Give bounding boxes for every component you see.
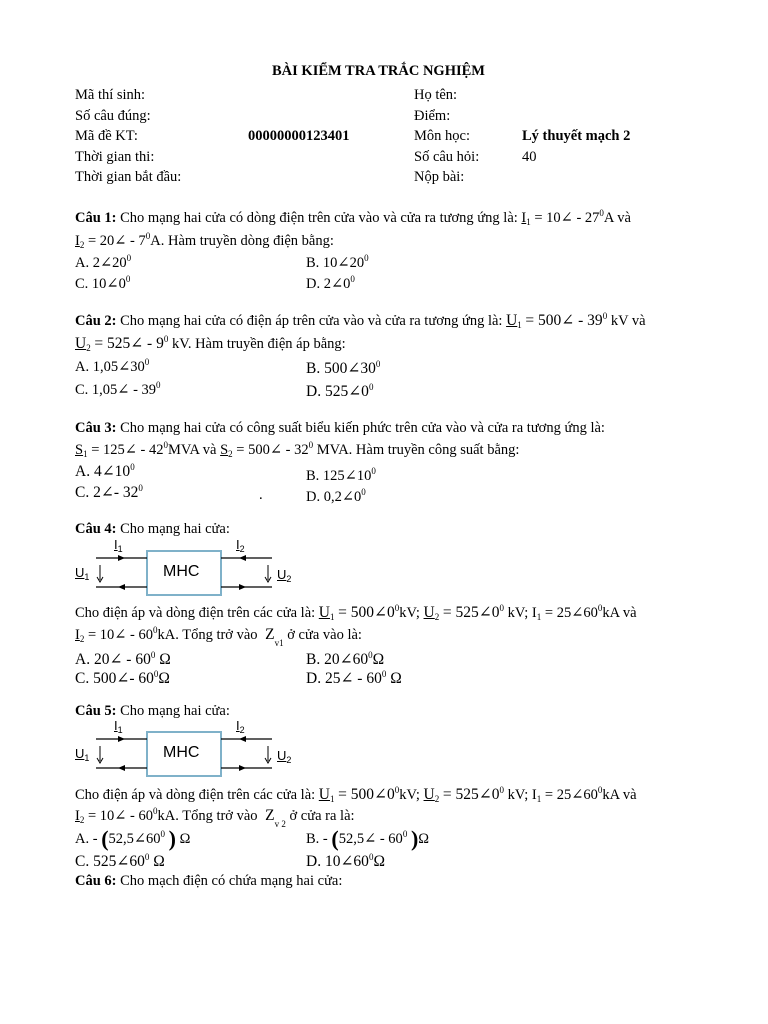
option-2c[interactable]: [75, 380, 161, 399]
option-3b[interactable]: [306, 466, 376, 485]
option-3d[interactable]: [306, 487, 366, 506]
arrow-i1: [118, 736, 125, 742]
var-s1: S: [75, 442, 84, 458]
sup: 0: [350, 274, 355, 284]
var-i2: I: [75, 808, 80, 824]
sup: 0: [153, 806, 158, 816]
sub: 2: [286, 755, 292, 765]
question-4-given-2: [75, 625, 362, 648]
eq-i1: = 10∠ - 27: [534, 210, 600, 226]
sup: 0: [375, 359, 381, 369]
option-text: C. 500∠- 60: [75, 670, 154, 687]
unit: A và: [603, 210, 631, 226]
option-1a[interactable]: [75, 253, 131, 272]
label-correct-count: Số câu đúng:: [75, 108, 151, 124]
sup: 0: [160, 829, 166, 839]
question-3-stem-2: [75, 440, 519, 459]
sup: 0: [597, 785, 603, 795]
sup: 0: [368, 650, 373, 660]
question-3-label: Câu 3:: [75, 420, 117, 436]
option-4d[interactable]: [306, 669, 402, 688]
sup: 0: [126, 253, 132, 263]
question-1-text: Cho mạng hai cửa có dòng điện trên cửa vào và cửa ra tương ứng là:: [120, 210, 518, 226]
unit: kA và: [602, 605, 637, 621]
sup: 0: [163, 440, 168, 450]
sym: U: [277, 567, 287, 582]
u2-label: [277, 748, 291, 765]
option-prefix: A. -: [75, 831, 98, 847]
sub: v1: [274, 638, 284, 648]
sup: 0: [144, 852, 150, 862]
label-submit: Nộp bài:: [414, 169, 465, 185]
unit: kV và: [610, 313, 646, 329]
eq-i1: = 25∠60: [544, 787, 598, 803]
var-u1: U: [506, 312, 518, 329]
sup: 0: [308, 440, 314, 450]
var-z: Z: [265, 626, 275, 643]
sub: 2: [86, 343, 91, 353]
unit: kV;: [507, 605, 529, 621]
sub: 1: [536, 612, 542, 622]
unit: Ω: [155, 651, 171, 668]
option-1c[interactable]: [75, 274, 130, 293]
sub: 1: [526, 217, 531, 227]
mhc-label: MHC: [163, 563, 200, 580]
sub: 1: [83, 449, 88, 459]
option-text: D. 0,2∠0: [306, 489, 362, 505]
option-text: C. 1,05∠ - 39: [75, 382, 157, 398]
sym: U: [75, 746, 85, 761]
question-6: [75, 873, 342, 890]
option-text: A. 1,05∠30: [75, 359, 145, 375]
sup: 0: [499, 785, 504, 795]
sub: 1: [536, 794, 542, 804]
option-3a[interactable]: [75, 462, 135, 481]
var-i2: I: [75, 627, 80, 643]
sub: 1: [517, 320, 522, 330]
option-5a[interactable]: [75, 826, 190, 852]
var-i1: I: [531, 787, 537, 803]
option-text: C. 2∠- 32: [75, 484, 139, 501]
var-u2: U: [75, 335, 87, 352]
question-5-text: Cho mạng hai cửa:: [120, 703, 230, 719]
eq-u2: = 525∠ - 9: [94, 335, 164, 352]
i1-label: [114, 537, 123, 554]
option-1d[interactable]: [306, 274, 355, 293]
sub: 2: [239, 544, 245, 554]
sup: 0: [599, 208, 604, 218]
sub: 1: [117, 725, 123, 735]
u1-label: [75, 746, 89, 763]
z-tail: ở cửa ra là:: [289, 808, 355, 824]
question-4-text: Cho mạng hai cửa:: [120, 521, 230, 537]
eq-u2: = 525∠0: [442, 604, 500, 621]
sup: 0: [364, 253, 369, 263]
option-text: D. 25∠ - 60: [306, 670, 382, 687]
unit: Ω: [373, 853, 385, 870]
given-text: Cho điện áp và dòng điện trên các cửa là:: [75, 605, 316, 621]
label-subject: Môn học:: [414, 128, 470, 144]
option-2a[interactable]: [75, 357, 149, 376]
option-text: B. 20∠60: [306, 651, 369, 668]
paren-close: ): [168, 826, 176, 851]
value-subject: Lý thuyết mạch 2: [522, 128, 631, 144]
sup: 0: [394, 603, 400, 613]
sup: 0: [597, 603, 603, 613]
arrow-i2: [239, 736, 246, 742]
option-text: A. 2∠20: [75, 255, 127, 271]
two-port-diagram-q5: [74, 718, 298, 780]
option-text: 52,5∠60: [108, 831, 161, 847]
unit: Ω: [158, 670, 170, 687]
option-text: A. 4∠10: [75, 463, 131, 480]
option-text: 52,5∠ - 60: [338, 831, 403, 847]
sup: 0: [368, 382, 374, 392]
option-5c[interactable]: [75, 852, 165, 871]
sub: 2: [79, 815, 85, 825]
option-text: B. 10∠20: [306, 255, 365, 271]
eq-i2: = 10∠ - 60: [87, 808, 153, 824]
value-exam-code: 00000000123401: [248, 128, 350, 144]
i2-label: [236, 718, 245, 735]
sym: I: [114, 718, 118, 733]
sym: I: [236, 537, 240, 552]
unit: kV. Hàm truyền điện áp bằng:: [171, 336, 346, 352]
paren-open: (: [331, 826, 339, 851]
sup: 0: [153, 625, 158, 635]
option-2b[interactable]: [306, 359, 380, 378]
option-text: C. 10∠0: [75, 276, 126, 292]
arrow-bottom-right: [239, 584, 246, 590]
option-text: C. 525∠60: [75, 853, 145, 870]
question-2-text: Cho mạng hai cửa có điện áp trên cửa vào và cửa ra tương ứng là:: [120, 313, 503, 329]
unit: A. Hàm truyền dòng điện bằng:: [150, 233, 334, 249]
sup: 0: [125, 274, 131, 284]
unit: Ω: [386, 670, 402, 687]
sub: 1: [117, 544, 123, 554]
unit: Ω: [372, 651, 385, 668]
var-u1: U: [318, 786, 330, 803]
eq-s1: = 125∠ - 42: [91, 442, 164, 458]
unit: Ω: [149, 853, 165, 870]
var-i1: I: [521, 210, 527, 226]
sym: U: [75, 565, 85, 580]
option-1b[interactable]: [306, 253, 369, 272]
sub: 2: [79, 240, 85, 250]
question-5-label: Câu 5:: [75, 703, 117, 719]
sup: 0: [602, 311, 608, 321]
question-1-label: Câu 1:: [75, 210, 117, 226]
sub: 1: [330, 612, 335, 622]
sub: v 2: [274, 819, 286, 829]
option-prefix: B. -: [306, 831, 328, 847]
sup: 0: [144, 357, 150, 367]
var-z: Z: [265, 807, 275, 824]
u1-label: [75, 565, 89, 582]
question-4-label: Câu 4:: [75, 521, 117, 537]
question-3-text: Cho mạng hai cửa có công suất biểu kiến phức trên cửa vào và cửa ra tương ứng là:: [120, 420, 605, 436]
question-1-stem-2: [75, 231, 334, 250]
question-2-stem: [75, 311, 646, 330]
option-5b[interactable]: [306, 826, 429, 852]
option-text: A. 20∠ - 60: [75, 651, 151, 668]
sup: 0: [138, 483, 143, 493]
sup: 0: [153, 669, 159, 679]
unit: kA. Tổng trở vào: [157, 627, 258, 643]
eq-u1: = 500∠0: [338, 786, 395, 803]
page-title: BÀI KIỂM TRA TRẮC NGHIỆM: [272, 63, 485, 79]
i2-label: [236, 537, 245, 554]
option-text: D. 525∠0: [306, 383, 369, 400]
question-5-given: [75, 785, 637, 804]
label-student-id: Mã thí sinh:: [75, 87, 146, 103]
var-i2: I: [75, 233, 80, 249]
eq-u1: = 500∠0: [338, 604, 395, 621]
label-start-time: Thời gian bắt đầu:: [75, 169, 182, 185]
two-port-diagram-q4: [74, 537, 298, 599]
var-u2: U: [423, 604, 435, 621]
sub: 1: [84, 572, 90, 582]
unit: kV;: [399, 605, 420, 621]
sub: 1: [330, 794, 335, 804]
given-text: Cho điện áp và dòng điện trên các cửa là:: [75, 787, 316, 803]
unit: MVA. Hàm truyền công suất bằng:: [316, 442, 520, 458]
question-1-stem: [75, 208, 631, 227]
eq-u1: = 500∠ - 39: [525, 312, 603, 329]
question-2-label: Câu 2:: [75, 313, 117, 329]
i1-label: [114, 718, 123, 735]
label-question-count: Số câu hỏi:: [414, 149, 480, 165]
sup: 0: [361, 487, 366, 497]
mhc-label: MHC: [163, 744, 200, 761]
eq-s2: = 500∠ - 32: [236, 442, 309, 458]
option-text: D. 2∠0: [306, 276, 351, 292]
var-i1: I: [531, 605, 537, 621]
var-u2: U: [423, 786, 435, 803]
option-text: D. 10∠60: [306, 853, 369, 870]
unit: kA và: [602, 787, 637, 803]
question-6-label: Câu 6:: [75, 873, 117, 889]
option-4b[interactable]: [306, 650, 384, 669]
sub: 2: [228, 449, 233, 459]
question-4-stem: [75, 521, 230, 538]
stray-dot: .: [259, 487, 263, 503]
sup: 0: [402, 829, 408, 839]
eq-i2: = 20∠ - 7: [87, 233, 146, 249]
sup: 0: [381, 669, 387, 679]
sub: 2: [286, 574, 292, 584]
question-4-given: [75, 603, 637, 622]
sup: 0: [130, 462, 135, 472]
unit: kV;: [507, 787, 529, 803]
value-question-count: 40: [522, 149, 537, 165]
arrow-i1: [118, 555, 125, 561]
unit: kA. Tổng trở vào: [157, 808, 258, 824]
label-full-name: Họ tên:: [414, 87, 458, 103]
paren-close: ): [410, 826, 419, 851]
sym: U: [277, 748, 287, 763]
sub: 2: [79, 634, 85, 644]
sup: 0: [156, 380, 161, 390]
sup: 0: [368, 852, 374, 862]
sym: I: [236, 718, 240, 733]
sup: 0: [145, 231, 151, 241]
sub: 2: [434, 794, 440, 804]
label-exam-time: Thời gian thi:: [75, 149, 155, 165]
option-text: B. 500∠30: [306, 360, 376, 377]
option-text: B. 125∠10: [306, 468, 372, 484]
unit: kV;: [399, 787, 420, 803]
arrow-bottom-left: [118, 584, 125, 590]
sup: 0: [163, 334, 169, 344]
arrow-bottom-right: [239, 765, 246, 771]
arrow-i2: [239, 555, 246, 561]
sup: 0: [394, 785, 400, 795]
sup: 0: [371, 466, 376, 476]
eq-i2: = 10∠ - 60: [87, 627, 153, 643]
sup: 0: [499, 603, 504, 613]
eq-i1: = 25∠60: [544, 605, 598, 621]
z-tail: ở cửa vào là:: [287, 627, 362, 643]
label-exam-code: Mã đề KT:: [75, 128, 138, 144]
sub: 1: [84, 753, 90, 763]
question-3-stem: [75, 420, 605, 437]
unit: Ω: [418, 831, 430, 847]
var-s2: S: [220, 442, 229, 458]
question-6-text: Cho mạch điện có chứa mạng hai cửa:: [120, 873, 343, 889]
sym: I: [114, 537, 118, 552]
u2-label: [277, 567, 291, 584]
option-5d[interactable]: [306, 852, 385, 871]
sub: 2: [239, 725, 245, 735]
paren-open: (: [101, 826, 109, 851]
label-score: Điểm:: [414, 108, 451, 124]
eq-u2: = 525∠0: [442, 786, 500, 803]
option-4c[interactable]: [75, 669, 170, 688]
arrow-bottom-left: [118, 765, 125, 771]
option-2d[interactable]: [306, 382, 373, 401]
var-u1: U: [318, 604, 330, 621]
option-3c[interactable]: [75, 483, 143, 502]
sub: 2: [434, 612, 440, 622]
sup: 0: [150, 650, 156, 660]
question-2-stem-2: [75, 334, 346, 353]
unit: Ω: [176, 831, 191, 847]
unit: MVA và: [167, 442, 217, 458]
option-4a[interactable]: [75, 650, 171, 669]
